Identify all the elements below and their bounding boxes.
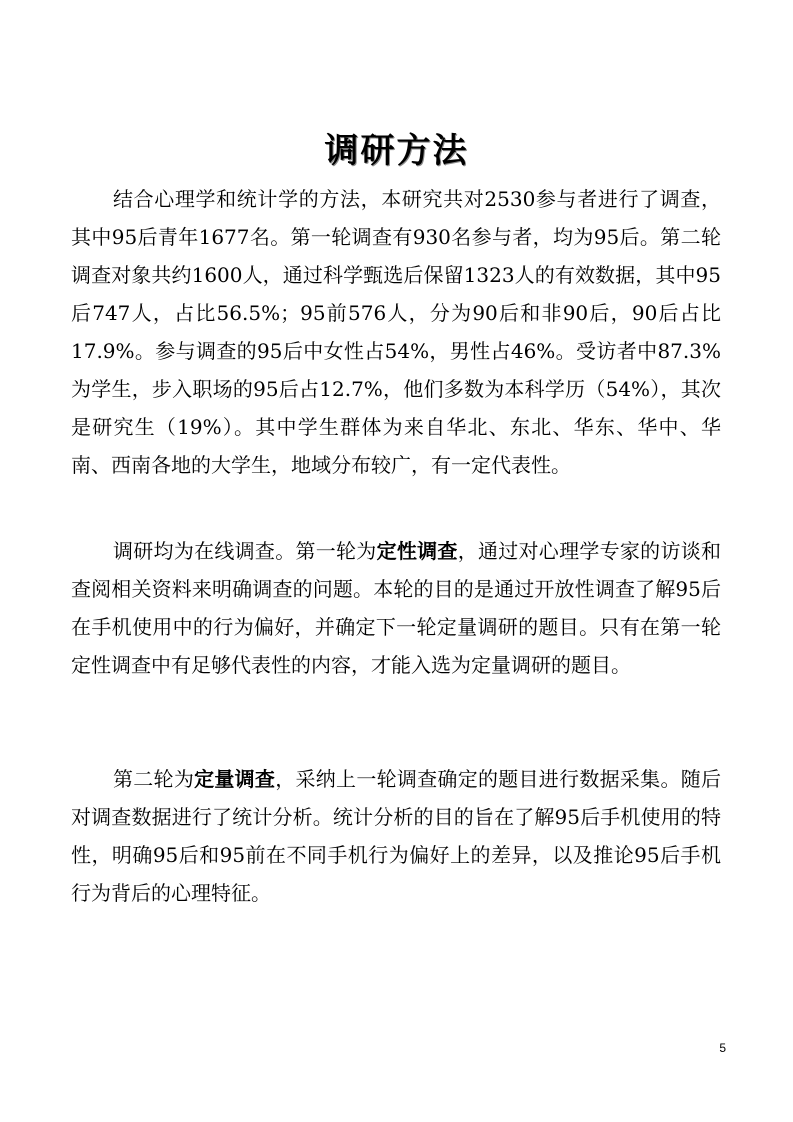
emphasis-qualitative-survey: 定性调查 — [376, 539, 458, 563]
paragraph-text: ，通过对心理学专家的访谈和查阅相关资料来明确调查的问题。本轮的目的是通过开放性调查了解95后在手机使用中的行为偏好，并确定下一轮定量调研的题目。只有在第一轮定性调查中有足够代表性的内容，才能入选为定量调研的题目。 — [71, 539, 722, 677]
paragraph-text: 调研均为在线调查。第一轮为 — [113, 539, 377, 563]
emphasis-quantitative-survey: 定量调查 — [194, 767, 276, 791]
paragraph-text: 第二轮为 — [113, 767, 195, 791]
paragraph-qualitative-survey — [71, 532, 721, 684]
page-number: 5 — [719, 1041, 726, 1055]
paragraph-quantitative-survey — [71, 760, 721, 912]
paragraph-text: ，采纳上一轮调查确定的题目进行数据采集。随后对调查数据进行了统计分析。统计分析的目的旨在了解95后手机使用的特性，明确95后和95前在不同手机行为偏好上的差异，以及推论95后手机行为背后的心理特征。 — [71, 767, 722, 905]
page-title: 调研方法 — [324, 130, 469, 171]
paragraph-participants: 结合心理学和统计学的方法，本研究共对2530参与者进行了调查，其中95后青年1677名。第一轮调查有930名参与者，均为95后。第二轮调查对象共约1600人，通过科学甄选后保留1323人的有效数据，其中95后747人，占比56.5%；95前576人，分为90后和非90后，90后占比17.9%。参与调查的95后中女性占54%，男性占46%。受访者中87.3%为学生，步入职场的95后占12.7%，他们多数为本科学历（54%），其次是研究生（19%）。其中学生群体为来自华北、东北、华东、华中、华南、西南各地的大学生，地域分布较广，有一定代表性。 — [71, 187, 721, 477]
